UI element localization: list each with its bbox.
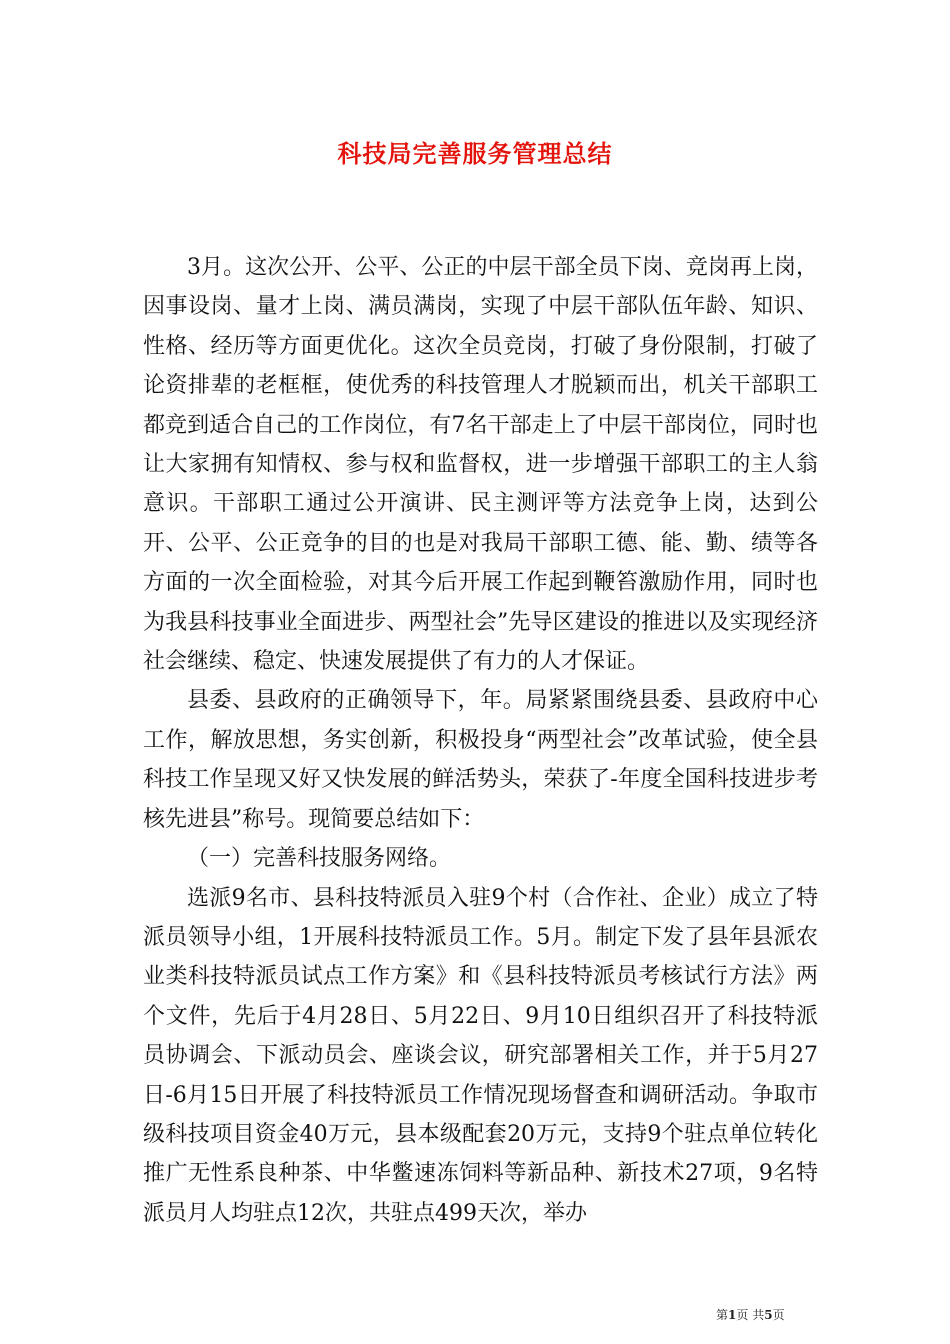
page-number-footer xyxy=(716,1306,785,1323)
footer-suffix: 页 xyxy=(772,1308,785,1322)
document-title: 科技局完善服务管理总结 xyxy=(337,139,613,168)
body-paragraph: 3月。这次公开、公平、公正的中层干部全员下岗、竞岗再上岗，因事设岗、量才上岗、满员满岗，实现了中层干部队伍年龄、知识、性格、经历等方面更优化。这次全员竞岗，打破了身份限制，打破了论资排辈的老框框，使优秀的科技管理人才脱颖而出，机关干部职工都竞到适合自己的工作岗位，有7名干部走上了中层干部岗位，同时也让大家拥有知情权、参与权和监督权，进一步增强干部职工的主人翁意识。干部职工通过公开演讲、民主测评等方法竞争上岗，达到公开、公平、公正竞争的目的也是对我局干部职工德、能、勤、绩等各方面的一次全面检验，对其今后开展工作起到鞭笞激励作用，同时也为我县科技事业全面进步、两型社会”先导区建设的推进以及实现经济社会继续、稳定、快速发展提供了有力的人才保证。 xyxy=(143,255,818,675)
document-body xyxy=(143,248,818,1233)
body-paragraph: 选派9名市、县科技特派员入驻9个村（合作社、企业）成立了特派员领导小组，1开展科技特派员工作。5月。制定下发了县年县派农业类科技特派员试点工作方案》和《县科技特派员考核试行方法》两个文件，先后于4月28日、5月22日、9月10日组织召开了科技特派员协调会、下派动员会、座谈会议，研究部署相关工作，并于5月27日-6月15日开展了科技特派员工作情况现场督查和调研活动。争取市级科技项目资金40万元，县本级配套20万元，支持9个驻点单位转化推广无性系良种茶、中华鳖速冻饲料等新品种、新技术27项，9名特派员月人均驻点12次，共驻点499天次，举办 xyxy=(143,885,818,1226)
footer-total-pages: 5 xyxy=(764,1308,773,1322)
footer-prefix: 第 xyxy=(716,1308,729,1322)
section-heading: （一）完善科技服务网络。 xyxy=(187,846,452,872)
footer-middle: 页 共 xyxy=(736,1308,765,1322)
footer-current-page: 1 xyxy=(728,1308,737,1322)
body-paragraph: 县委、县政府的正确领导下，年。局紧紧围绕县委、县政府中心工作，解放思想，务实创新，积极投身“两型社会”改革试验，使全县科技工作呈现又好又快发展的鲜活势头，荣获了-年度全国科技进步考核先进县”称号。现简要总结如下： xyxy=(143,688,818,832)
